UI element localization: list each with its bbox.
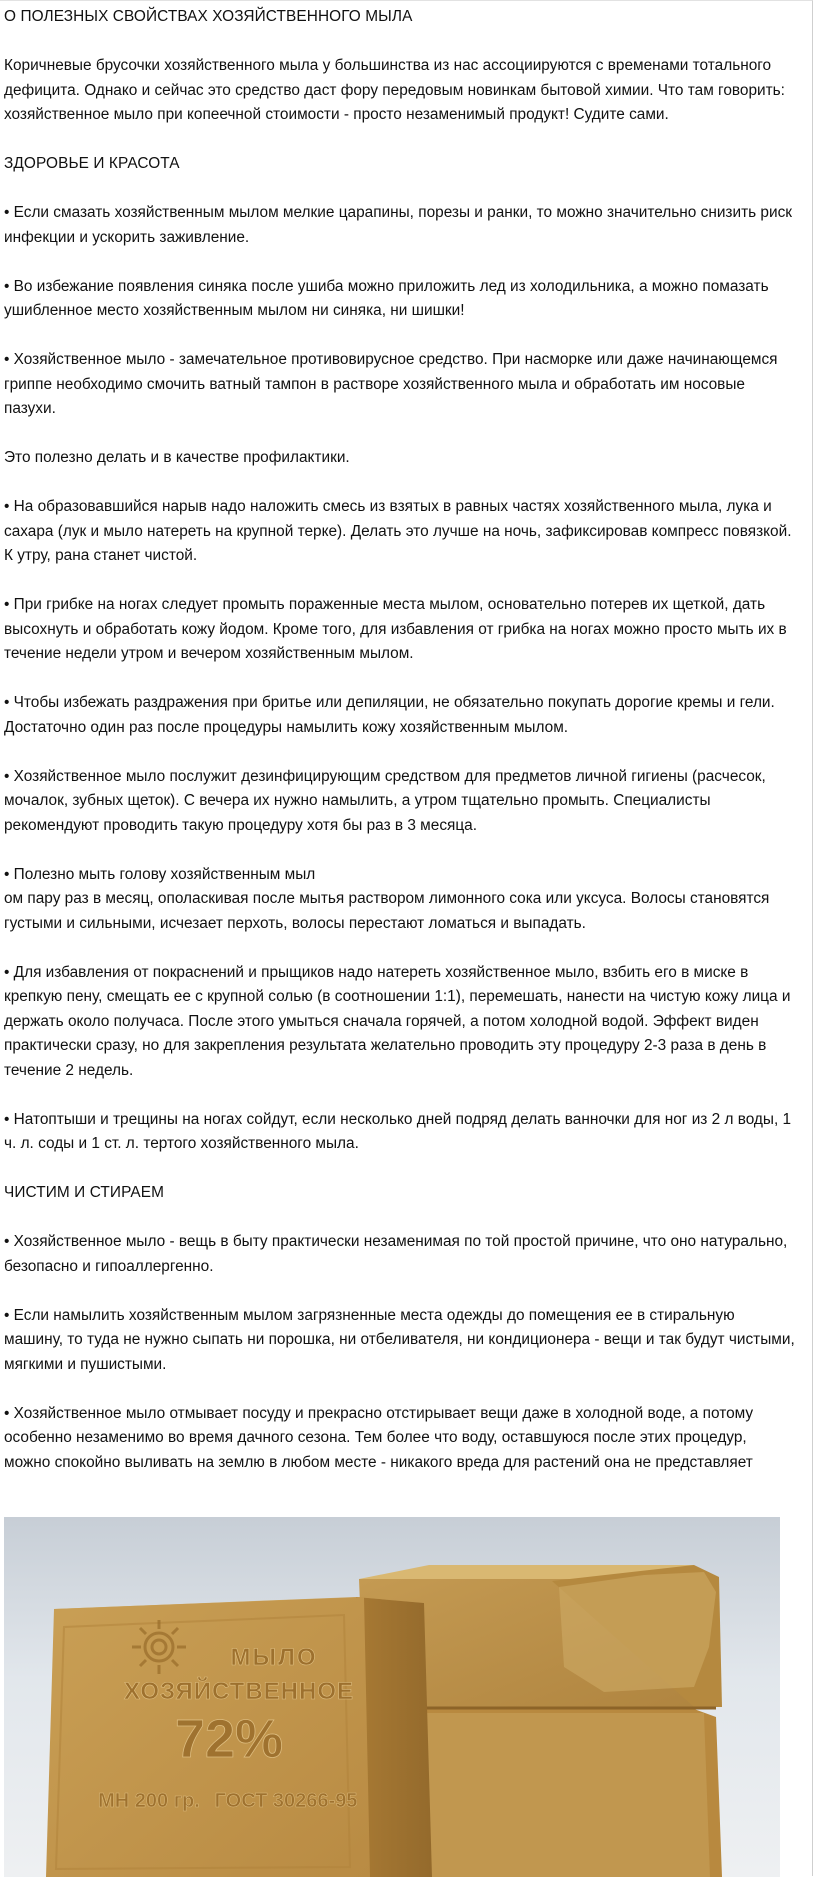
front-soap-bar bbox=[46, 1597, 432, 1877]
intro-paragraph: Коричневые брусочки хозяйственного мыла у большинства из нас ассоциируются с временами тотального дефицита. Однако и сейчас это средство даст фору передовым новинкам бытовой химии. Что там говорить: хозяйственное мыло при копеечной стоимости - просто незаменимый продукт! Судите сами. bbox=[4, 57, 785, 123]
article-title: О ПОЛЕЗНЫХ СВОЙСТВАХ ХОЗЯЙСТВЕННОГО МЫЛА bbox=[4, 8, 413, 25]
health-tip: • На образовавшийся нарыв надо наложить смесь из взятых в равных частях хозяйственного мыла, лука и сахара (лук и мыло натереть на крупной терке). Делать это лучше на ночь, зафиксировав компресс повязкой. К утру, рана станет чистой. bbox=[4, 498, 792, 564]
stamp-weight: МН 200 гр. bbox=[98, 1790, 200, 1812]
health-tip: • Хозяйственное мыло послужит дезинфицирующим средством для предметов личной гигиены (расчесок, мочалок, зубных щеток). С вечера их нужно намылить, а утром тщательно промыть. Специалисты рекомендуют проводить такую процедуру хотя бы раз в 3 месяца. bbox=[4, 767, 766, 834]
article-text bbox=[4, 5, 796, 1475]
cleaning-tip: • Хозяйственное мыло отмывает посуду и прекрасно отстирывает вещи даже в холодной воде, а потому особенно незаменимо во время дачного сезона. Тем более что воду, оставшуюся после этих процедур, можно спокойно выливать на землю в любом месте - никакого вреда для растений она не представляет bbox=[4, 1404, 754, 1471]
health-tip: • Для избавления от покраснений и прыщиков надо натереть хозяйственное мыло, взбить его в миске в крепкую пену, смещать ее с крупной солью (в соотношении 1:1), перемешать, нанести на чистую кожу лица и держать около получаса. После этого умыться сначала горячей, а потом холодной водой. Эффект виден практически сразу, но для закрепления результата желательно проводить эту процедуру 2-3 раза в день в течение 2 недель. bbox=[4, 963, 791, 1079]
section-heading-health: ЗДОРОВЬЕ И КРАСОТА bbox=[4, 155, 180, 172]
health-tip: Это полезно делать и в качестве профилактики. bbox=[4, 449, 350, 466]
health-tip: • Если смазать хозяйственным мылом мелкие царапины, порезы и ранки, то можно значительно снизить риск инфекции и ускорить заживление. bbox=[4, 204, 793, 246]
stamp-line-2: ХОЗЯЙСТВЕННОЕ bbox=[123, 1678, 355, 1705]
cleaning-tip: • Если намылить хозяйственным мылом загрязненные места одежды до помещения ее в стиральную машину, то туда не нужно сыпать ни порошка, ни отбеливателя, ни кондиционера - вещи и так будут чистыми, мягкими и пушистыми. bbox=[4, 1306, 795, 1373]
cleaning-tip: • Хозяйственное мыло - вещь в быту практически незаменимая по той простой причине, что оно натурально, безопасно и гипоаллергенно. bbox=[4, 1233, 788, 1275]
health-tip: • При грибке на ногах следует промыть пораженные места мылом, основательно потерев их щеткой, дать высохнуть и обработать кожу йодом. Кроме того, для избавления от грибка на ногах можно просто мыть их в течение недели утром и вечером хозяйственным мылом. bbox=[4, 596, 787, 662]
health-tip: • Полезно мыть голову хозяйственным мыл ом пару раз в месяц, ополаскивая после мытья раствором лимонного сока или уксуса. Волосы становятся густыми и сильными, исчезает перхоть, волосы перестают ломаться и выпадать. bbox=[4, 865, 770, 932]
health-tip: • Чтобы избежать раздражения при бритье или депиляции, не обязательно покупать дорогие кремы и гели. Достаточно один раз после процедуры намылить кожу хозяйственным мылом. bbox=[4, 694, 775, 736]
soap-photo bbox=[4, 1517, 780, 1877]
section-heading-cleaning: ЧИСТИМ И СТИРАЕМ bbox=[4, 1184, 165, 1201]
stamp-percent: 72% bbox=[174, 1709, 284, 1769]
health-tip: • Натоптыши и трещины на ногах сойдут, если несколько дней подряд делать ванночки для ног из 2 л воды, 1 ч. л. соды и 1 ст. л. тертого хозяйственного мыла. bbox=[4, 1110, 792, 1152]
stamp-gost: ГОСТ 30266-95 bbox=[214, 1790, 358, 1812]
health-tip: • Во избежание появления синяка после ушиба можно приложить лед из холодильника, а можно помазать ушибленное место хозяйственным мылом ни синяка, ни шишки! bbox=[4, 277, 769, 319]
health-tip: • Хозяйственное мыло - замечательное противовирусное средство. При насморке или даже начинающемся гриппе необходимо смочить ватный тампон в растворе хозяйственного мыла и обработать им носовые пазухи. bbox=[4, 351, 778, 417]
stamp-line-1: МЫЛО bbox=[230, 1644, 318, 1671]
